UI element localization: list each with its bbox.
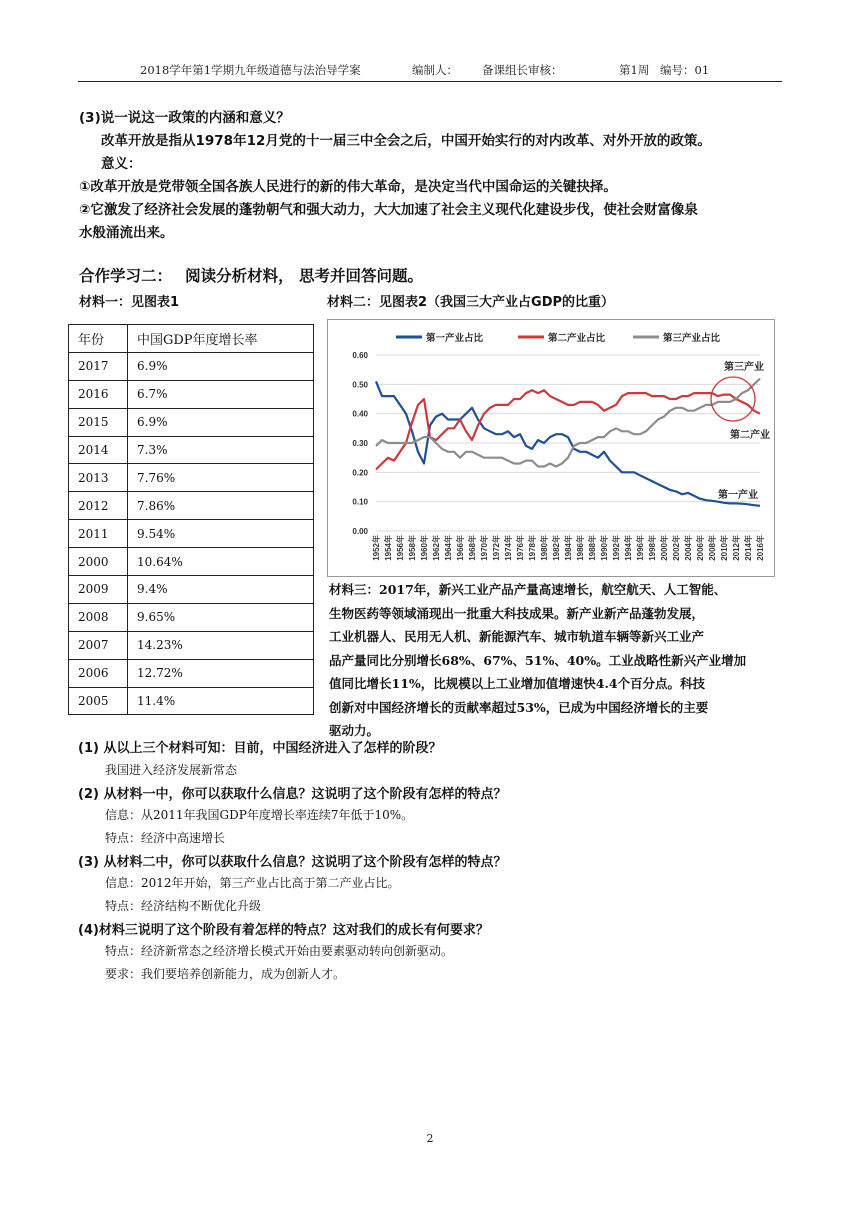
y-tick-label: 0.50 <box>352 380 368 390</box>
x-tick-label: 2010年 <box>720 535 729 561</box>
meaning-point-2-line-1: ②它激发了经济社会发展的蓬勃朝气和强大动力，大大加速了社会主义现代化建设步伐，使社会财富像泉 <box>79 202 698 218</box>
answer-4-requirement: 要求：我们要培养创新能力，成为创新人才。 <box>105 967 346 981</box>
answer-3-info: 信息：2012年开始，第三产业占比高于第二产业占比。 <box>105 876 400 890</box>
x-tick-label: 1998年 <box>648 535 657 561</box>
growth-cell: 6.7% <box>128 380 314 408</box>
header-title: 2018学年第1学期九年级道德与法治导学案 <box>140 63 361 77</box>
year-cell: 2015 <box>69 408 128 436</box>
question-3: (3) 从材料二中，你可以获取什么信息？这说明了这个阶段有怎样的特点？ <box>78 855 507 870</box>
y-tick-label: 0.60 <box>352 351 368 360</box>
x-tick-label: 1960年 <box>420 535 429 561</box>
x-tick-label: 1996年 <box>636 535 645 561</box>
gdp-growth-table <box>68 324 314 715</box>
x-tick-label: 1986年 <box>576 535 585 561</box>
header-editor: 编制人： <box>412 63 458 77</box>
page-number: 2 <box>426 1132 434 1145</box>
growth-cell: 12.72% <box>128 659 314 687</box>
x-tick-label: 1984年 <box>564 535 573 561</box>
growth-cell: 7.86% <box>128 492 314 520</box>
industry-share-chart <box>327 319 775 577</box>
policy-question: (3)说一说这一政策的内涵和意义？ <box>79 110 290 126</box>
x-tick-label: 1980年 <box>540 535 549 561</box>
x-tick-label: 1978年 <box>528 535 537 561</box>
header-week: 第1周 <box>619 63 650 77</box>
year-cell: 2017 <box>69 352 128 380</box>
meaning-label: 意义： <box>101 156 142 172</box>
y-tick-label: 0.00 <box>352 527 368 536</box>
table-row <box>69 631 314 659</box>
year-cell: 2016 <box>69 380 128 408</box>
annotation-label: 第三产业 <box>724 362 764 373</box>
legend-label: 第三产业占比 <box>663 333 721 344</box>
coop-title: 合作学习二： 阅读分析材料， 思考并回答问题。 <box>79 267 424 285</box>
x-tick-label: 1976年 <box>516 535 525 561</box>
answer-2-info: 信息：从2011年我国GDP年度增长率连续7年低于10%。 <box>105 808 414 822</box>
growth-cell: 7.76% <box>128 464 314 492</box>
x-tick-label: 2006年 <box>696 535 705 561</box>
x-tick-label: 1982年 <box>552 535 561 561</box>
year-cell: 2011 <box>69 520 128 548</box>
y-tick-label: 0.20 <box>352 468 368 478</box>
x-tick-label: 1962年 <box>432 535 441 561</box>
x-tick-label: 2014年 <box>744 535 753 561</box>
x-tick-label: 1952年 <box>372 535 381 561</box>
x-tick-label: 1958年 <box>408 535 417 561</box>
material-3-line: 创新对中国经济增长的贡献率超过53%，已成为中国经济增长的主要 <box>329 699 709 715</box>
growth-cell: 9.65% <box>128 603 314 631</box>
table-row <box>69 548 314 576</box>
y-tick-label: 0.10 <box>352 497 368 507</box>
growth-cell: 9.54% <box>128 520 314 548</box>
year-cell: 2014 <box>69 436 128 464</box>
page-header <box>78 62 782 82</box>
legend-label: 第一产业占比 <box>426 333 484 344</box>
meaning-point-2-line-2: 水般涌流出来。 <box>79 225 174 241</box>
year-cell: 2012 <box>69 492 128 520</box>
table-row <box>69 659 314 687</box>
x-tick-label: 1992年 <box>612 535 621 561</box>
x-tick-label: 1964年 <box>444 535 453 561</box>
y-tick-label: 0.30 <box>352 439 368 448</box>
legend-label: 第二产业占比 <box>548 333 606 344</box>
year-cell: 2000 <box>69 548 128 576</box>
year-cell: 2008 <box>69 603 128 631</box>
answer-3-feature: 特点：经济结构不断优化升级 <box>105 899 262 913</box>
table-row <box>69 687 314 715</box>
y-tick-label: 0.40 <box>352 409 368 419</box>
x-tick-label: 1956年 <box>396 535 405 561</box>
x-tick-label: 1972年 <box>492 535 501 561</box>
growth-cell: 11.4% <box>128 687 314 715</box>
year-cell: 2005 <box>69 687 128 715</box>
material-2-label: 材料二：见图表2（我国三大产业占GDP的比重） <box>327 295 615 310</box>
crossing-highlight-circle <box>711 377 755 421</box>
table-row <box>69 520 314 548</box>
table-row <box>69 380 314 408</box>
meaning-point-1: ①改革开放是党带领全国各族人民进行的新的伟大革命，是决定当代中国命运的关键抉择。 <box>79 179 617 195</box>
material-1-label: 材料一：见图表1 <box>79 295 180 310</box>
material-3-text <box>329 578 785 743</box>
chart-svg <box>328 320 774 576</box>
header-number: 编号：01 <box>660 63 710 77</box>
growth-cell: 7.3% <box>128 436 314 464</box>
annotation-label: 第二产业 <box>730 430 770 441</box>
year-cell: 2007 <box>69 631 128 659</box>
year-cell: 2013 <box>69 464 128 492</box>
growth-cell: 10.64% <box>128 548 314 576</box>
material-3-line: 品产量同比分别增长68%、67%、51%、40%。工业战略性新兴产业增加 <box>329 652 747 668</box>
growth-cell: 14.23% <box>128 631 314 659</box>
growth-cell: 9.4% <box>128 576 314 604</box>
table-row <box>69 603 314 631</box>
growth-cell: 6.9% <box>128 408 314 436</box>
answer-4-feature: 特点：经济新常态之经济增长模式开始由要素驱动转向创新驱动。 <box>105 944 454 958</box>
x-tick-label: 1970年 <box>480 535 489 561</box>
table-row <box>69 464 314 492</box>
question-2: (2) 从材料一中，你可以获取什么信息？这说明了这个阶段有怎样的特点？ <box>78 787 507 802</box>
series-line-1 <box>376 381 760 505</box>
x-tick-label: 2000年 <box>660 535 669 561</box>
material-3-line: 驱动力。 <box>329 723 380 738</box>
x-tick-label: 1994年 <box>624 535 633 561</box>
x-tick-label: 2016年 <box>756 535 765 561</box>
annotation-label: 第一产业 <box>718 490 758 501</box>
series-line-3 <box>376 379 760 467</box>
table-row <box>69 352 314 380</box>
question-1: (1) 从以上三个材料可知：目前，中国经济进入了怎样的阶段？ <box>78 741 442 756</box>
year-cell: 2006 <box>69 659 128 687</box>
material-3-line: 值同比增长11%，比规模以上工业增加值增速快4.4个百分点。科技 <box>329 676 706 691</box>
x-tick-label: 1954年 <box>384 535 393 561</box>
policy-content: 改革开放是指从1978年12月党的十一届三中全会之后，中国开始实行的对内改革、对外开放的政策。 <box>101 133 711 149</box>
x-tick-label: 1974年 <box>504 535 513 561</box>
question-4: (4)材料三说明了这个阶段有着怎样的特点？这对我们的成长有何要求？ <box>78 923 489 938</box>
growth-cell: 6.9% <box>128 352 314 380</box>
x-tick-label: 2008年 <box>708 535 717 561</box>
material-3-line: 工业机器人、民用无人机、新能源汽车、城市轨道车辆等新兴工业产 <box>329 629 705 644</box>
x-tick-label: 2004年 <box>684 535 693 561</box>
table-row <box>69 492 314 520</box>
x-tick-label: 1968年 <box>468 535 477 561</box>
x-tick-label: 1966年 <box>456 535 465 561</box>
x-tick-label: 1988年 <box>588 535 597 561</box>
material-3-line: 生物医药等领域涌现出一批重大科技成果。新产业新产品蓬勃发展， <box>329 605 705 621</box>
answer-1: 我国进入经济发展新常态 <box>105 763 238 777</box>
table-row <box>69 436 314 464</box>
table-row <box>69 576 314 604</box>
x-tick-label: 2002年 <box>672 535 681 561</box>
table-header-row <box>69 325 314 353</box>
table-row <box>69 408 314 436</box>
column-header-growth: 中国GDP年度增长率 <box>128 325 314 353</box>
material-3-line: 材料三：2017年，新兴工业产品产量高速增长，航空航天、人工智能、 <box>329 582 727 597</box>
x-tick-label: 2012年 <box>732 535 741 561</box>
header-reviewer: 备课组长审核： <box>482 63 563 77</box>
answer-2-feature: 特点：经济中高速增长 <box>105 831 226 845</box>
column-header-year: 年份 <box>69 325 128 353</box>
x-tick-label: 1990年 <box>600 535 609 561</box>
year-cell: 2009 <box>69 576 128 604</box>
